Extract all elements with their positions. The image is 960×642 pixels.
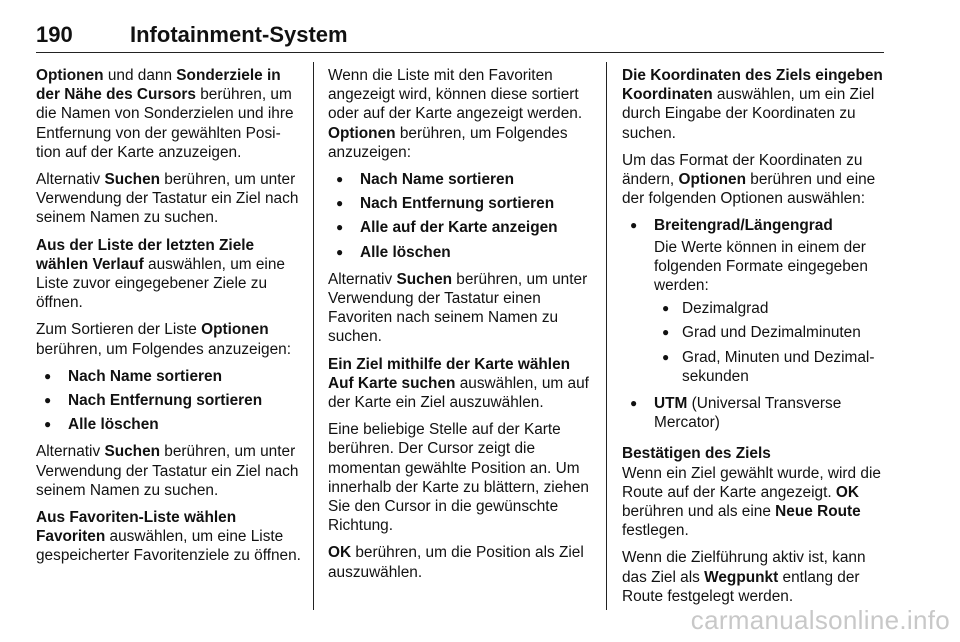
list-item bbox=[36, 367, 302, 386]
text: Alternativ bbox=[328, 270, 397, 288]
text-column-1 bbox=[36, 66, 302, 574]
list-item: ● Grad und Dezimalminuten bbox=[654, 323, 888, 342]
text: berühren, um Folgendes anzuzeigen: bbox=[328, 124, 568, 161]
menu-term: Suchen bbox=[396, 270, 453, 288]
menu-term: Alle löschen bbox=[360, 243, 451, 261]
text: berühren, um unter Verwendung der Tastatur ein Ziel nach seinem Namen zu suchen. bbox=[36, 171, 299, 227]
menu-term: Alle auf der Karte anzeigen bbox=[360, 219, 558, 237]
text: berühren, um die Position als Ziel auszuwählen. bbox=[328, 544, 584, 581]
text: berühren, um Folgendes anzuzeigen: bbox=[36, 340, 291, 358]
list-item: ● Dezimalgrad bbox=[654, 299, 888, 318]
menu-term: Breitengrad/Längengrad bbox=[654, 217, 833, 235]
section-heading: Ein Ziel mithilfe der Karte wählen bbox=[328, 355, 571, 373]
paragraph bbox=[36, 66, 302, 162]
menu-term: Suchen bbox=[104, 443, 161, 461]
text: Alternativ bbox=[36, 443, 105, 461]
header-divider bbox=[36, 52, 884, 53]
paragraph bbox=[328, 270, 594, 347]
list-item bbox=[328, 243, 594, 262]
menu-term: Wegpunkt bbox=[704, 568, 779, 586]
menu-term: Nach Name sortieren bbox=[68, 367, 222, 385]
menu-term: Nach Entfernung sortieren bbox=[68, 392, 263, 410]
list-item bbox=[328, 194, 594, 213]
text: und dann bbox=[103, 67, 177, 84]
menu-term: Optionen bbox=[201, 321, 269, 339]
menu-term: OK bbox=[328, 544, 352, 562]
text: auswählen, um ein Ziel durch Eingabe der Koordinaten zu suchen. bbox=[622, 86, 875, 142]
chapter-title: Infotainment-System bbox=[130, 22, 348, 47]
list-item: ● Grad, Minuten und Dezimal-sekunden bbox=[654, 348, 888, 386]
text: berühren, um unter Verwendung der Tastatur einen Favoriten nach seinem Namen zu suchen. bbox=[328, 270, 588, 346]
text: Um das Format der Koordinaten zu ändern, bbox=[622, 151, 863, 189]
menu-term: Optionen bbox=[678, 171, 747, 189]
menu-term: Nach Entfernung sortieren bbox=[360, 195, 555, 213]
menu-term: UTM bbox=[654, 395, 688, 413]
text: Wenn die Zielführung aktiv ist, kann das Ziel als bbox=[622, 549, 866, 586]
text-column-3 bbox=[622, 66, 888, 614]
paragraph bbox=[328, 543, 594, 581]
list-item bbox=[328, 218, 594, 237]
text: festlegen. bbox=[622, 522, 689, 540]
menu-term: Koordinaten bbox=[622, 86, 713, 104]
paragraph bbox=[328, 355, 594, 413]
paragraph bbox=[36, 170, 302, 228]
page-number: 190 bbox=[36, 22, 73, 47]
page-header bbox=[36, 22, 884, 52]
paragraph bbox=[622, 464, 888, 541]
text: Wenn ein Ziel gewählt wurde, wird die Route auf der Karte angezeigt. bbox=[622, 464, 881, 501]
menu-term: Auf Karte suchen bbox=[328, 374, 456, 392]
text: auswählen, um eine Liste gespeicherter Favoritenziele zu öffnen. bbox=[36, 528, 301, 565]
menu-term: Alle löschen bbox=[68, 416, 159, 434]
text: auswählen, um auf der Karte ein Ziel auszuwählen. bbox=[328, 374, 589, 412]
paragraph bbox=[36, 320, 302, 358]
section-heading: Bestätigen des Ziels bbox=[622, 445, 771, 463]
watermark: carmanualsonline.info bbox=[690, 605, 950, 635]
paragraph bbox=[328, 66, 594, 162]
paragraph bbox=[36, 442, 302, 500]
column-divider-1 bbox=[313, 62, 314, 610]
section-heading: Die Koordinaten des Ziels eingeben bbox=[622, 67, 883, 84]
menu-term: Verlauf bbox=[92, 255, 144, 273]
format-option-list bbox=[622, 216, 888, 432]
sub-heading bbox=[622, 444, 888, 463]
menu-term: Sonderziele in der Nähe des Cursors bbox=[36, 67, 281, 104]
paragraph: Eine beliebige Stelle auf der Karte berühren. Der Cursor zeigt die momentan gewählte Position an. Um innerhalb der Karte zu blättern, ziehen Sie den Cursor in die gewünschte Richtung. bbox=[328, 421, 589, 535]
text-column-2 bbox=[328, 66, 594, 590]
section-heading: Aus Favoriten-Liste wählen bbox=[36, 509, 237, 527]
column-divider-2 bbox=[606, 62, 607, 610]
list-item bbox=[328, 170, 594, 189]
text: berühren, um unter Verwendung der Tastatur ein Ziel nach seinem Namen zu suchen. bbox=[36, 443, 299, 499]
paragraph bbox=[622, 548, 888, 606]
text: Die Werte können in einem der folgenden Formate eingegeben werden: bbox=[654, 238, 868, 295]
list-item bbox=[622, 216, 888, 386]
option-list bbox=[36, 367, 302, 435]
text: Alternativ bbox=[36, 171, 105, 189]
menu-term: Suchen bbox=[104, 171, 161, 189]
text: entlang der Route festgelegt werden. bbox=[622, 568, 860, 605]
paragraph bbox=[622, 151, 888, 209]
list-item bbox=[622, 394, 888, 432]
menu-term: Optionen bbox=[36, 67, 104, 84]
text: berühren, um die Namen von Sonderzielen und ihre Entfernung von der gewählten Posi-tion auf der Karte anzuzeigen. bbox=[36, 86, 294, 161]
option-list bbox=[328, 170, 594, 262]
paragraph bbox=[36, 508, 302, 566]
menu-term: Favoriten bbox=[36, 528, 106, 546]
text: auswählen, um eine Liste zuvor eingegebener Ziele zu öffnen. bbox=[36, 255, 285, 312]
text: Zum Sortieren der Liste bbox=[36, 321, 202, 339]
paragraph bbox=[36, 236, 302, 313]
text: berühren und als eine bbox=[622, 503, 776, 521]
menu-term: Neue Route bbox=[775, 503, 861, 521]
list-item bbox=[36, 391, 302, 410]
text: Wenn die Liste mit den Favoriten angezeigt wird, können diese sortiert oder auf der Karte angezeigt werden. bbox=[328, 67, 583, 123]
list-item bbox=[36, 415, 302, 434]
menu-term: Nach Name sortieren bbox=[360, 171, 514, 189]
paragraph bbox=[622, 66, 888, 143]
text: berühren und eine der folgenden Optionen auswählen: bbox=[622, 171, 876, 208]
menu-term: Optionen bbox=[328, 124, 396, 142]
section-heading: Aus der Liste der letzten Ziele wählen bbox=[36, 236, 255, 273]
text: (Universal Transverse Mercator) bbox=[654, 395, 842, 432]
coordinate-format-list bbox=[654, 299, 888, 386]
menu-term: OK bbox=[835, 483, 859, 501]
